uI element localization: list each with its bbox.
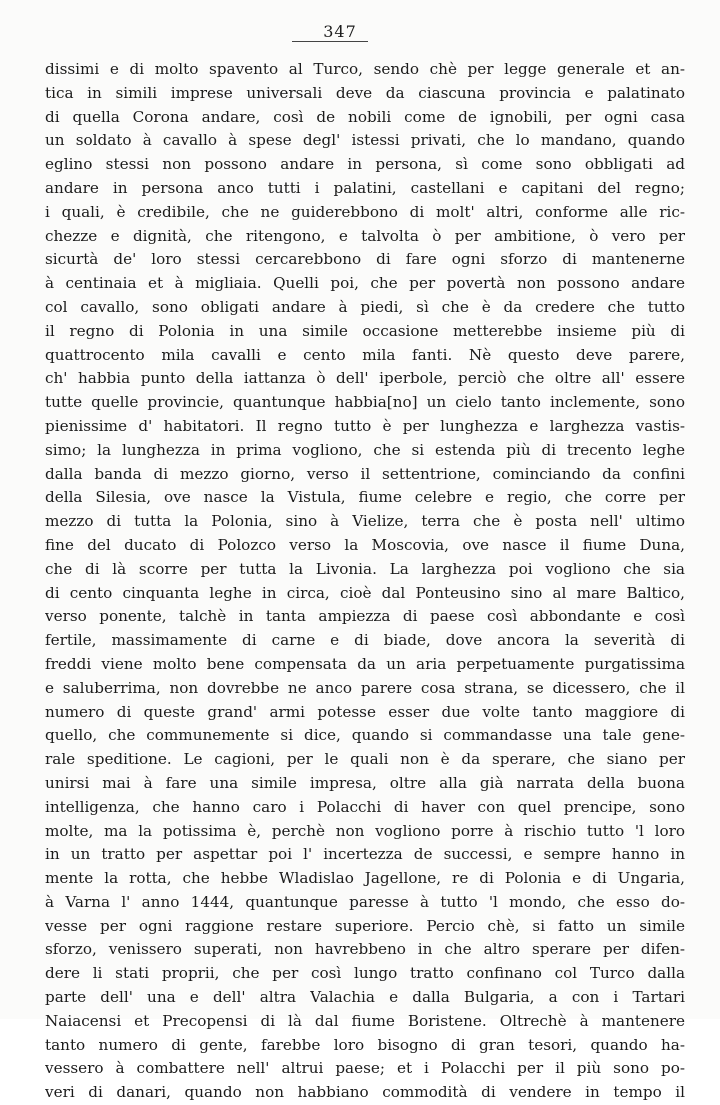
text-line: col cavallo, sono obligati andare à piedi, sì che è da credere che tutto: [45, 297, 685, 316]
text-line: fertile, massimamente di carne e di biade, dove ancora la severità di: [45, 631, 685, 650]
text-line: chezze e dignità, che ritengono, e talvolta ò per ambitione, ò vero per: [45, 226, 685, 245]
text-line: pienissime d' habitatori. Il regno tutto è per lunghezza e larghezza vastis-: [45, 416, 685, 435]
text-line: vessero à combattere nell' altrui paese; et i Polacchi per il più sono po-: [45, 1059, 685, 1078]
text-line: dissimi e di molto spavento al Turco, sendo chè per legge generale et an-: [45, 60, 685, 78]
text-line: à Varna l' anno 1444, quantunque paresse à tutto 'l mondo, che esso do-: [45, 892, 685, 911]
text-line: di quella Corona andare, così de nobili come de ignobili, per ogni casa: [45, 107, 685, 126]
text-line: e saluberrima, non dovrebbe ne anco parere cosa strana, se dicessero, che il: [45, 678, 685, 697]
text-line: quattrocento mila cavalli e cento mila fanti. Nè questo deve parere,: [45, 345, 685, 364]
text-line: molte, ma la potissima è, perchè non vogliono porre à rischio tutto 'l loro: [45, 821, 685, 840]
text-line: mente la rotta, che hebbe Wladislao Jagellone, re di Polonia e di Ungaria,: [45, 869, 685, 888]
text-line: fine del ducato di Polozco verso la Moscovia, ove nasce il fiume Duna,: [45, 535, 685, 554]
text-line: à centinaia et à migliaia. Quelli poi, che per povertà non possono andare: [45, 274, 685, 293]
text-line: parte dell' una e dell' altra Valachia e dalla Bulgaria, a con i Tartari: [45, 988, 685, 1007]
text-line: i quali, è credibile, che ne guiderebbono di molt' altri, conforme alle ric-: [45, 202, 685, 221]
text-line: dalla banda di mezzo giorno, verso il settentrione, cominciando da confini: [45, 464, 685, 483]
text-line: sforzo, venissero superati, non havrebbeno in che altro sperare per difen-: [45, 940, 685, 959]
text-line: in un tratto per aspettar poi l' incertezza de successi, e sempre hanno in: [45, 845, 685, 864]
text-line: mezzo di tutta la Polonia, sino à Vielize, terra che è posta nell' ultimo: [45, 512, 685, 531]
text-line: che di là scorre per tutta la Livonia. La larghezza poi vogliono che sia: [45, 559, 685, 578]
text-line: numero di queste grand' armi potesse esser due volte tanto maggiore di: [45, 702, 685, 721]
text-line: verso ponente, talchè in tanta ampiezza di paese così abbondante e così: [45, 607, 685, 626]
text-line: veri di danari, quando non habbiano commodità di vendere in tempo il: [45, 1083, 685, 1102]
text-line: tica in simili imprese universali deve da ciascuna provincia e palatinato: [45, 83, 685, 102]
page-number-rule: [292, 41, 368, 42]
text-line: unirsi mai à fare una simile impresa, oltre alla già narrata della buona: [45, 773, 685, 792]
text-line: intelligenza, che hanno caro i Polacchi di haver con quel prencipe, sono: [45, 797, 685, 816]
text-line: simo; la lunghezza in prima vogliono, che si estenda più di trecento leghe: [45, 440, 685, 459]
text-line: della Silesia, ove nasce la Vistula, fiume celebre e regio, che corre per: [45, 488, 685, 507]
text-line: il regno di Polonia in una simile occasione metterebbe insieme più di: [45, 321, 685, 340]
text-line: freddi viene molto bene compensata da un aria perpetuamente purgatissima: [45, 654, 685, 673]
text-line: sicurtà de' loro stessi cercarebbono di fare ogni sforzo di mantenerne: [45, 250, 685, 269]
text-line: un soldato à cavallo à spese degl' istessi privati, che lo mandano, quando: [45, 131, 685, 150]
text-line: eglino stessi non possono andare in persona, sì come sono obbligati ad: [45, 155, 685, 174]
text-line: vesse per ogni raggione restare superiore. Percio chè, si fatto un simile: [45, 916, 685, 935]
body-text: [45, 58, 685, 1105]
text-line: di cento cinquanta leghe in circa, cioè dal Ponteusino sino al mare Baltico,: [45, 583, 685, 602]
text-line: tutte quelle provincie, quantunque habbia[no] un cielo tanto inclemente, sono: [45, 393, 685, 412]
text-line: tanto numero di gente, farebbe loro bisogno di gran tesori, quando ha-: [45, 1035, 685, 1054]
page-number: 347: [323, 22, 357, 41]
text-line: andare in persona anco tutti i palatini, castellani e capitani del regno;: [45, 178, 685, 197]
text-line: Naiacensi et Precopensi di là dal fiume Boristene. Oltrechè à mantenere: [45, 1011, 685, 1030]
text-line: quello, che communemente si dice, quando si commandasse una tale gene-: [45, 726, 685, 745]
text-line: dere li stati proprii, che per così lungo tratto confinano col Turco dalla: [45, 964, 685, 983]
text-line: rale speditione. Le cagioni, per le quali non è da sperare, che siano per: [45, 750, 685, 769]
text-line: ch' habbia punto della iattanza ò dell' iperbole, perciò che oltre all' essere: [45, 369, 685, 388]
